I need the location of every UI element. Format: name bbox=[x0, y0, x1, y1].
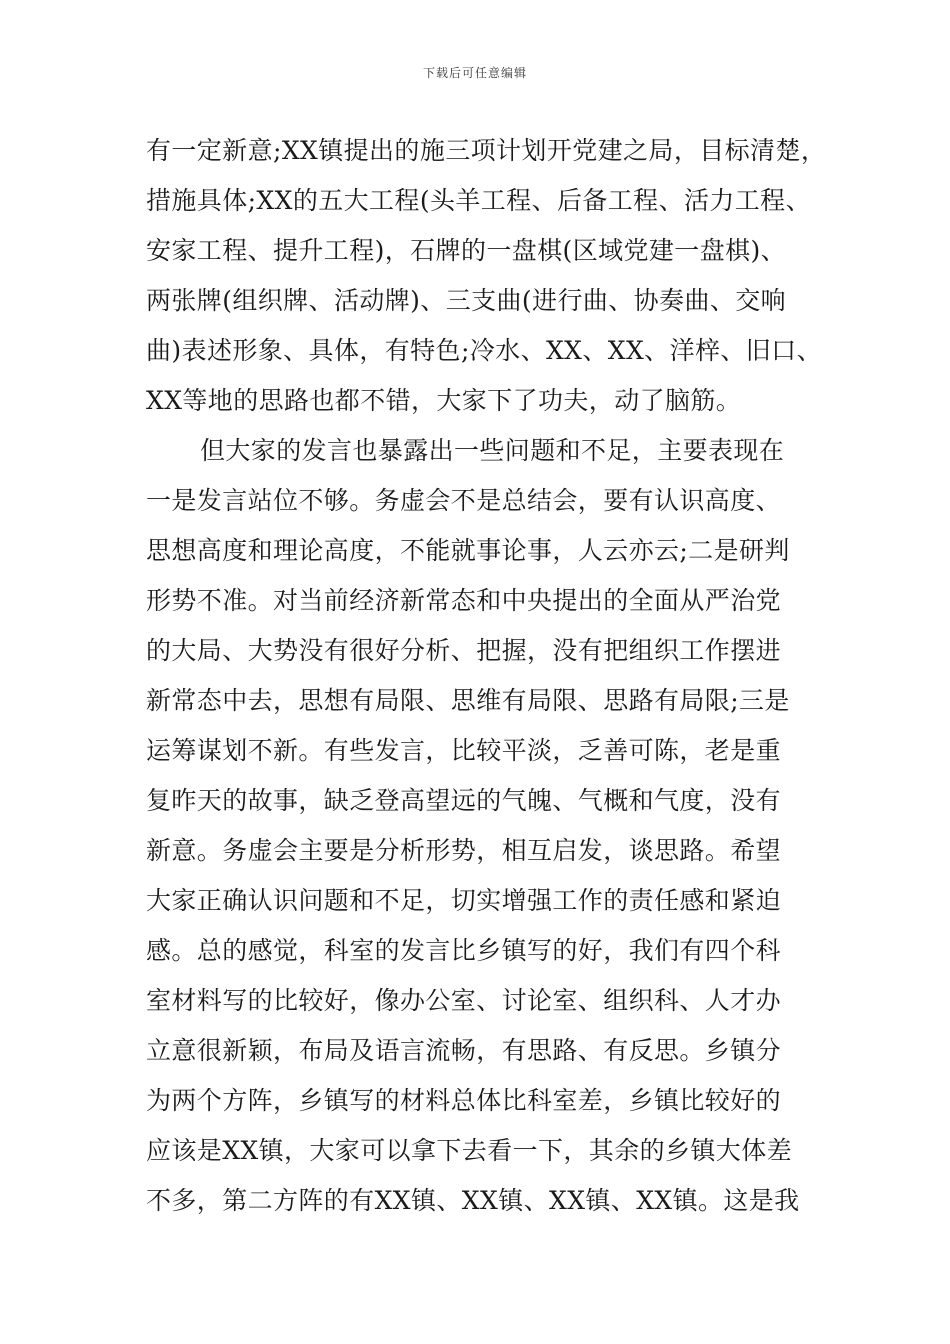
text-line: 不多，第二方阵的有XX镇、XX镇、XX镇、XX镇。这是我 bbox=[146, 1186, 800, 1215]
text-line: 室材料写的比较好，像办公室、讨论室、组织科、人才办 bbox=[146, 986, 782, 1015]
text-line: 运筹谋划不新。有些发言，比较平淡，乏善可陈，老是重 bbox=[146, 736, 782, 765]
text-line: 新常态中去，思想有局限、思维有局限、思路有局限;三是 bbox=[146, 686, 790, 715]
text-line: 应该是XX镇，大家可以拿下去看一下，其余的乡镇大体差 bbox=[146, 1136, 792, 1165]
text-line: 立意很新颖，布局及语言流畅，有思路、有反思。乡镇分 bbox=[146, 1036, 782, 1065]
text-line: XX等地的思路也都不错，大家下了功夫，动了脑筋。 bbox=[146, 386, 742, 415]
text-line: 曲)表述形象、具体，有特色;冷水、XX、XX、洋梓、旧口、 bbox=[146, 336, 822, 365]
text-line: 两张牌(组织牌、活动牌)、三支曲(进行曲、协奏曲、交响 bbox=[146, 286, 787, 315]
text-line: 新意。务虚会主要是分析形势，相互启发，谈思路。希望 bbox=[146, 836, 782, 865]
text-line: 思想高度和理论高度，不能就事论事，人云亦云;二是研判 bbox=[146, 536, 790, 565]
document-body bbox=[146, 126, 826, 1226]
text-line: 安家工程、提升工程)，石牌的一盘棋(区域党建一盘棋)、 bbox=[146, 236, 787, 265]
page-header: 下载后可任意编辑 bbox=[422, 66, 527, 80]
text-line: 复昨天的故事，缺乏登高望远的气魄、气概和气度，没有 bbox=[146, 786, 782, 815]
text-line: 大家正确认识问题和不足，切实增强工作的责任感和紧迫 bbox=[146, 886, 782, 915]
text-line: 一是发言站位不够。务虚会不是总结会，要有认识高度、 bbox=[146, 486, 782, 515]
text-line: 的大局、大势没有很好分析、把握，没有把组织工作摆进 bbox=[146, 636, 782, 665]
text-line: 有一定新意;XX镇提出的施三项计划开党建之局，目标清楚， bbox=[146, 136, 827, 165]
text-line: 措施具体;XX的五大工程(头羊工程、后备工程、活力工程、 bbox=[146, 186, 811, 215]
paragraph-first-line: 但大家的发言也暴露出一些问题和不足，主要表现在 bbox=[200, 436, 785, 465]
text-line: 形势不准。对当前经济新常态和中央提出的全面从严治党 bbox=[146, 586, 782, 615]
text-line: 为两个方阵，乡镇写的材料总体比科室差，乡镇比较好的 bbox=[146, 1086, 782, 1115]
text-line: 感。总的感觉，科室的发言比乡镇写的好，我们有四个科 bbox=[146, 936, 782, 965]
